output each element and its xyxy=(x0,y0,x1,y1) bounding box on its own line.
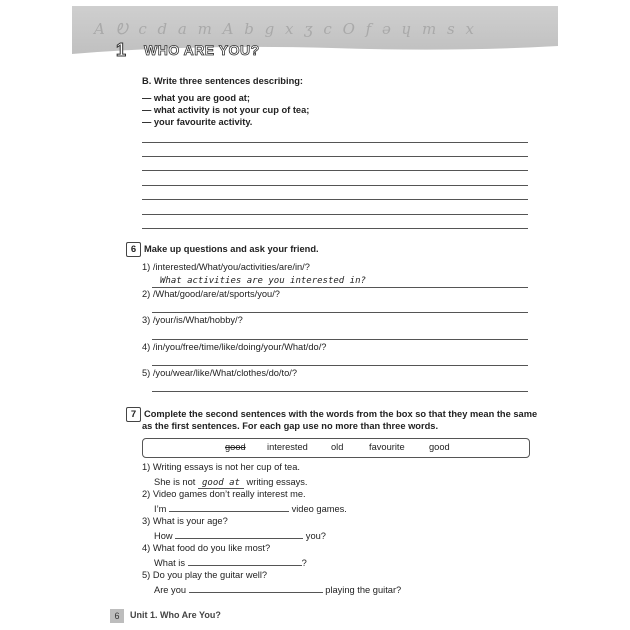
task-7-second-sentence: How you? xyxy=(154,531,326,541)
writing-line[interactable] xyxy=(142,228,528,229)
writing-line[interactable] xyxy=(142,170,528,171)
gap-answer[interactable] xyxy=(175,538,303,539)
writing-line[interactable] xyxy=(142,185,528,186)
answer-line[interactable] xyxy=(152,312,528,313)
task-7-number: 7 xyxy=(126,407,141,422)
task-7-first-sentence: 5) Do you play the guitar well? xyxy=(142,570,268,580)
task-6-prompt: 5) /you/wear/like/What/clothes/do/to/? xyxy=(142,368,298,378)
word-box xyxy=(142,438,530,458)
word-box-item: interested xyxy=(267,442,308,452)
word-box-item-used: good xyxy=(225,442,246,452)
writing-line[interactable] xyxy=(142,142,528,143)
unit-title: WHO ARE YOU? xyxy=(144,42,260,58)
task-7-second-sentence: Are you playing the guitar? xyxy=(154,585,402,595)
task-7-first-sentence: 1) Writing essays is not her cup of tea. xyxy=(142,462,300,472)
task-7-instruction-line-2: as the first sentences. For each gap use no more than three words. xyxy=(142,421,439,431)
task-7-first-sentence: 3) What is your age? xyxy=(142,516,228,526)
gap-answer[interactable]: good at xyxy=(198,478,244,489)
word-box-item: old xyxy=(331,442,344,452)
gap-answer[interactable] xyxy=(188,565,302,566)
unit-header xyxy=(72,6,558,64)
task-6-answer: What activities are you interested in? xyxy=(160,276,366,286)
task-7-instruction-line-1: Complete the second sentences with the words from the box so that they mean the same xyxy=(144,409,538,419)
task-6-prompt: 2) /What/good/are/at/sports/you/? xyxy=(142,289,280,299)
answer-line[interactable] xyxy=(152,365,528,366)
answer-line[interactable] xyxy=(152,287,528,288)
task-6-number: 6 xyxy=(126,242,141,257)
writing-line[interactable] xyxy=(142,214,528,215)
workbook-page xyxy=(72,6,558,626)
gap-answer[interactable] xyxy=(169,511,289,512)
header-decorative-letters: A Ꭷ c d a m A b g x ʒ c O f ǝ ɥ m s x xyxy=(94,20,477,38)
word-box-item: favourite xyxy=(369,442,405,452)
task-6-prompt: 3) /your/is/What/hobby/? xyxy=(142,315,243,325)
writing-line[interactable] xyxy=(142,199,528,200)
gap-answer[interactable] xyxy=(189,592,323,593)
answer-line[interactable] xyxy=(152,339,528,340)
section-b-bullet: — your favourite activity. xyxy=(142,117,253,127)
writing-line[interactable] xyxy=(142,156,528,157)
section-b-instruction: B. Write three sentences describing: xyxy=(142,76,304,86)
answer-line[interactable] xyxy=(152,391,528,392)
task-7-second-sentence: What is ? xyxy=(154,558,307,568)
task-6-prompt: 1) /interested/What/you/activities/are/in/? xyxy=(142,262,310,272)
task-7-first-sentence: 4) What food do you like most? xyxy=(142,543,271,553)
task-7-first-sentence: 2) Video games don’t really interest me. xyxy=(142,489,306,499)
task-6-prompt: 4) /in/you/free/time/like/doing/your/What/do/? xyxy=(142,342,327,352)
section-b-bullet: — what you are good at; xyxy=(142,93,250,103)
task-6-instruction: Make up questions and ask your friend. xyxy=(144,244,319,254)
task-7-second-sentence: I’m video games. xyxy=(154,504,347,514)
unit-number: 1 xyxy=(116,40,127,60)
word-box-item: good xyxy=(429,442,450,452)
task-7-second-sentence: She is not good at writing essays. xyxy=(154,477,308,488)
page-number: 6 xyxy=(110,609,124,623)
section-b-bullet: — what activity is not your cup of tea; xyxy=(142,105,310,115)
footer-unit-title: Unit 1. Who Are You? xyxy=(130,610,221,620)
